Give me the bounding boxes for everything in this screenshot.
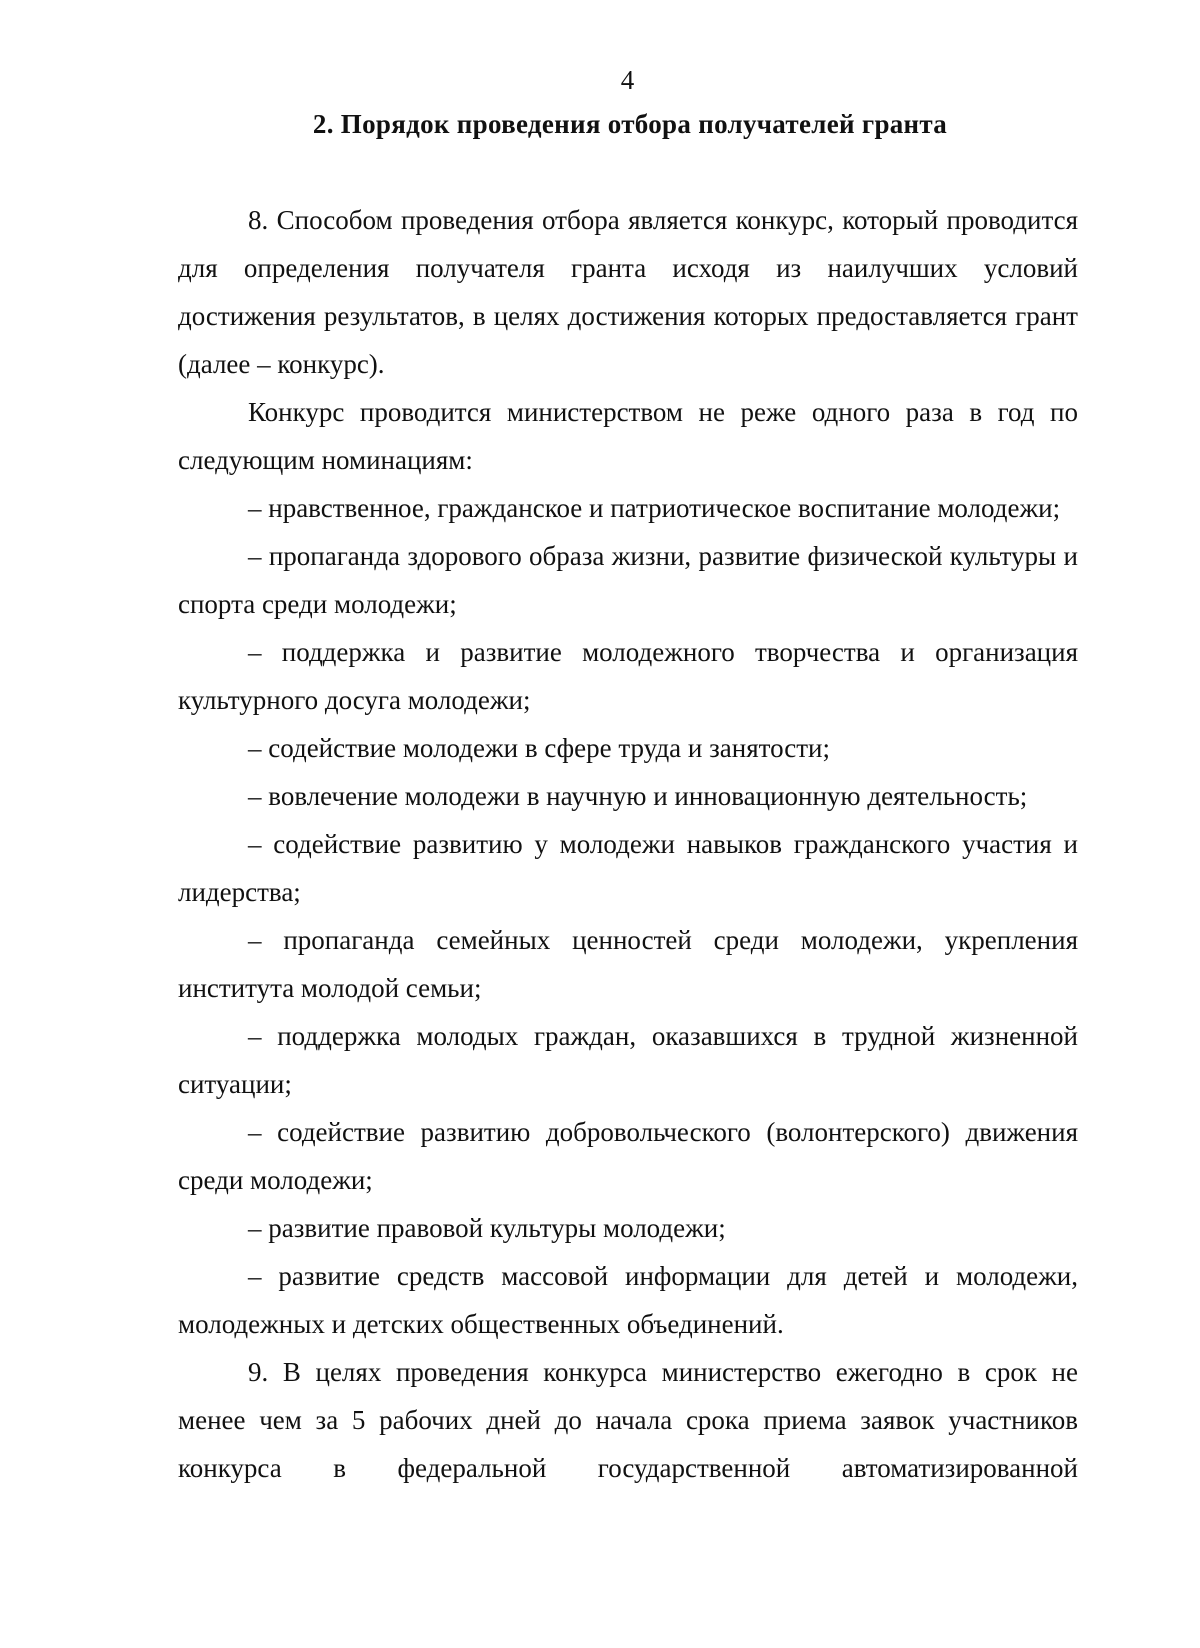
list-item-youth-creativity: – поддержка и развитие молодежного творчества и организация культурного досуга молодежи; (178, 637, 1078, 715)
section-title: 2. Порядок проведения отбора получателей гранта (312, 109, 948, 139)
list-item-volunteering: – содействие развитию добровольческого (волонтерского) движения среди молодежи; (178, 1117, 1078, 1195)
list-item-employment: – содействие молодежи в сфере труда и занятости; (248, 733, 830, 763)
list-item-difficult-situation: – поддержка молодых граждан, оказавшихся в трудной жизненной ситуации; (178, 1021, 1078, 1099)
list-item-mass-media: – развитие средств массовой информации для детей и молодежи, молодежных и детских общественных объединений. (178, 1261, 1078, 1339)
list-item-science-innovation: – вовлечение молодежи в научную и инновационную деятельность; (248, 781, 1028, 811)
document-body (178, 196, 1078, 1492)
paragraph-contest-announcement: 9. В целях проведения конкурса министерство ежегодно в срок не менее чем за 5 рабочих дней до начала срока приема заявок участников конкурса в федеральной государственной автоматизированной (178, 1357, 1078, 1483)
paragraph-nominations-intro: Конкурс проводится министерством не реже одного раза в год по следующим номинациям: (178, 397, 1078, 475)
list-item-civic-participation: – содействие развитию у молодежи навыков гражданского участия и лидерства; (178, 829, 1078, 907)
list-item-moral-education: – нравственное, гражданское и патриотическое воспитание молодежи; (248, 493, 1061, 523)
list-item-legal-culture: – развитие правовой культуры молодежи; (248, 1213, 726, 1243)
list-item-family-values: – пропаганда семейных ценностей среди молодежи, укрепления института молодой семьи; (178, 925, 1078, 1003)
page-number: 4 (620, 65, 635, 95)
list-item-healthy-lifestyle: – пропаганда здорового образа жизни, развитие физической культуры и спорта среди молодежи; (178, 541, 1078, 619)
paragraph-selection-method: 8. Способом проведения отбора является конкурс, который проводится для определения получателя гранта исходя из наилучших условий достижения результатов, в целях достижения которых предоставляется грант (далее – конкурс). (178, 205, 1078, 379)
